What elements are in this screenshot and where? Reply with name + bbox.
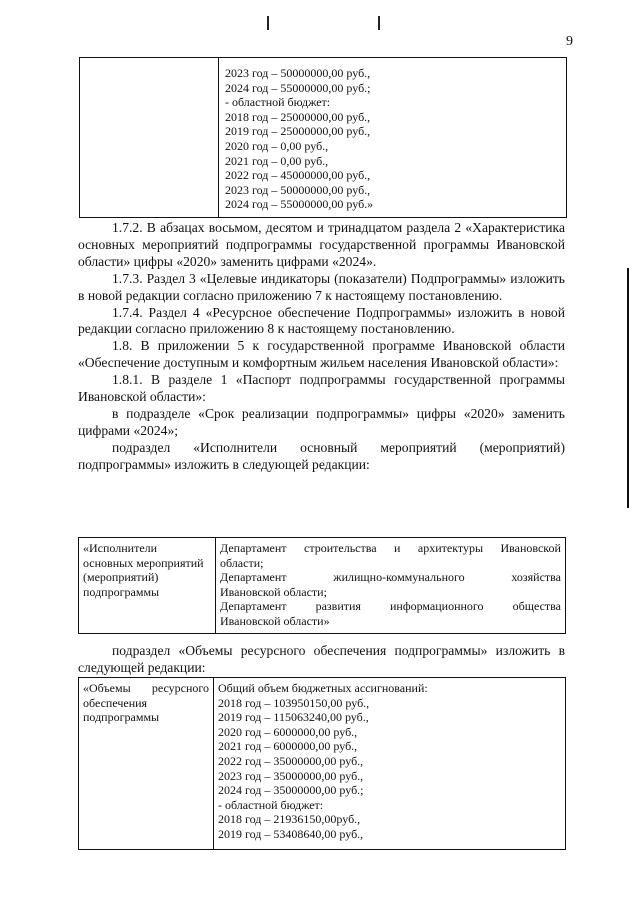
- word: общества: [512, 599, 561, 614]
- funding-line: 2024 год – 35000000,00 руб.;: [218, 783, 364, 798]
- label-line: (мероприятий): [83, 570, 159, 585]
- executor-line: [220, 599, 561, 614]
- funding-line: 2024 год – 55000000,00 руб.;: [225, 80, 371, 95]
- funding-line: 2020 год – 6000000,00 руб.,: [218, 724, 358, 739]
- funding-line: 2022 год – 35000000,00 руб.,: [218, 753, 364, 768]
- funding-line: 2018 год – 21936150,00руб.,: [218, 812, 361, 827]
- paragraph: 1.8. В приложении 5 к государственной программе Ивановской области «Обеспечение доступным и комфортным жильем населения Ивановской области»:: [78, 338, 565, 371]
- funding-line: Общий объем бюджетных ассигнований:: [218, 681, 428, 695]
- executor-line: Ивановской области»: [220, 613, 330, 628]
- word: строительства: [304, 541, 377, 555]
- word: Департамент: [220, 541, 287, 555]
- funding-line: 2018 год – 103950150,00 руб.,: [218, 695, 370, 710]
- label-line: [83, 681, 209, 696]
- volumes-value-cell: [214, 678, 566, 850]
- funding-line: 2020 год – 0,00 руб.,: [225, 138, 329, 153]
- funding-line: 2024 год – 55000000,00 руб.»: [225, 197, 374, 212]
- scan-mark: [267, 16, 269, 30]
- amendment-text-block: [78, 220, 565, 474]
- page-number: 9: [566, 34, 573, 49]
- funding-line: 2023 год – 50000000,00 руб.,: [225, 66, 371, 80]
- executors-table: [78, 537, 566, 634]
- executors-value-cell: [216, 538, 566, 634]
- paragraph: 1.8.1. В разделе 1 «Паспорт подпрограммы государственной программы Ивановской области»:: [78, 372, 565, 405]
- word: жилищно-коммунального: [333, 570, 465, 585]
- word: «Объемы: [83, 681, 131, 695]
- word: Ивановской: [500, 541, 561, 555]
- volumes-label-cell: [79, 678, 214, 850]
- executors-label-cell: [79, 538, 216, 634]
- word: развития: [315, 599, 361, 614]
- funding-line: 2019 год – 53408640,00 руб.,: [218, 826, 364, 841]
- amendment-text-block: [78, 643, 565, 677]
- executor-line: Ивановской области;: [220, 584, 327, 599]
- word: архитектуры: [417, 541, 484, 555]
- scan-edge-mark: [627, 268, 629, 508]
- executor-line: [220, 570, 561, 585]
- word: Департамент: [220, 570, 287, 585]
- funding-line: 2019 год – 115063240,00 руб.,: [218, 710, 369, 725]
- table-right-cell: [219, 58, 567, 218]
- paragraph: в подразделе «Срок реализации подпрограммы» цифры «2020» заменить цифрами «2024»;: [78, 405, 565, 438]
- funding-line: 2023 год – 35000000,00 руб.,: [218, 768, 364, 783]
- word: информационного: [389, 599, 484, 614]
- paragraph: подраздел «Исполнители основный мероприятий (мероприятий) подпрограммы» изложить в следующей редакции:: [78, 439, 565, 472]
- funding-line: 2023 год – 50000000,00 руб.,: [225, 182, 371, 197]
- scan-mark: [378, 16, 380, 30]
- label-line: основных мероприятий: [83, 555, 204, 570]
- funding-line: - областной бюджет:: [225, 95, 331, 110]
- label-line: обеспечения: [83, 695, 148, 710]
- table-left-cell: [80, 58, 219, 218]
- word: и: [394, 541, 401, 555]
- executor-line: области;: [220, 555, 264, 570]
- funding-line: 2021 год – 0,00 руб.,: [225, 153, 329, 168]
- word: Департамент: [220, 599, 287, 614]
- word: ресурсного: [151, 681, 209, 695]
- funding-line: - областной бюджет:: [218, 797, 324, 812]
- paragraph: подраздел «Объемы ресурсного обеспечения подпрограммы» изложить в следующей редакции:: [78, 643, 565, 675]
- funding-volumes-table: [78, 677, 566, 850]
- paragraph: 1.7.4. Раздел 4 «Ресурсное обеспечение Подпрограммы» изложить в новой редакции согласно приложению 8 к настоящему постановлению.: [78, 304, 565, 337]
- funding-line: 2021 год – 6000000,00 руб.,: [218, 739, 358, 754]
- funding-line: 2022 год – 45000000,00 руб.,: [225, 168, 371, 183]
- label-line: подпрограммы: [83, 584, 160, 599]
- funding-table-continued: [79, 57, 567, 218]
- word: хозяйства: [511, 570, 561, 585]
- funding-line: 2019 год – 25000000,00 руб.,: [225, 124, 371, 139]
- executor-line: [220, 541, 561, 556]
- label-line: «Исполнители: [83, 541, 158, 555]
- paragraph: 1.7.3. Раздел 3 «Целевые индикаторы (показатели) Подпрограммы» изложить в новой редакции согласно приложению 7 к настоящему постановлению.: [78, 270, 565, 303]
- label-line: подпрограммы: [83, 710, 160, 725]
- paragraph: 1.7.2. В абзацах восьмом, десятом и тринадцатом раздела 2 «Характеристика основных мероприятий подпрограммы государственной программы Ивановской области» цифры «2020» заменить цифрами «2024».: [78, 220, 565, 269]
- funding-line: 2018 год – 25000000,00 руб.,: [225, 109, 371, 124]
